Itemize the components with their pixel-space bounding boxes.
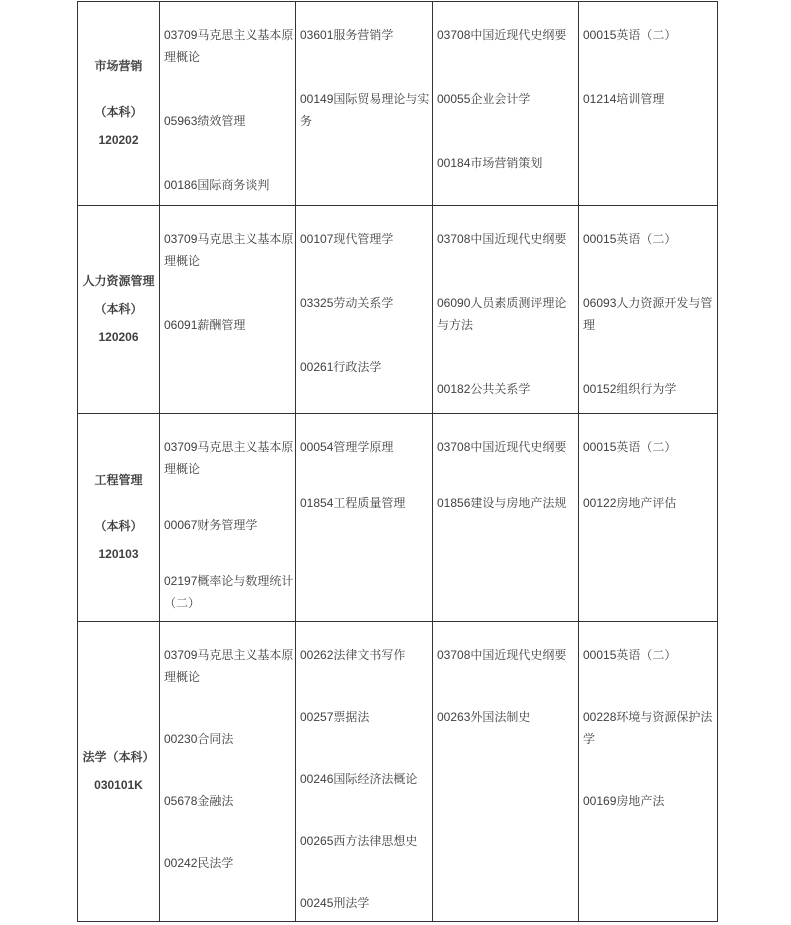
course-cell — [160, 622, 296, 922]
course-item: 00169房地产法 — [583, 794, 665, 808]
course-item: 00122房地产评估 — [583, 496, 677, 510]
course-item: 00015英语（二） — [583, 232, 677, 246]
table-row — [78, 206, 718, 414]
major-line: （本科） — [94, 105, 143, 119]
course-item: 03601服务营销学 — [300, 28, 394, 42]
course-cell — [579, 206, 718, 414]
course-cell-content — [433, 414, 578, 620]
major-cell-content — [78, 622, 159, 920]
course-item: 00015英语（二） — [583, 28, 677, 42]
course-item: 00257票据法 — [300, 710, 370, 724]
course-cell — [579, 622, 718, 922]
course-item: 00149国际贸易理论与实务 — [300, 92, 430, 128]
course-item: 00067财务管理学 — [164, 518, 258, 532]
course-cell — [296, 206, 433, 414]
course-item: 03708中国近现代史纲要 — [437, 28, 567, 42]
table-row — [78, 622, 718, 922]
course-cell — [296, 622, 433, 922]
course-item: 05963绩效管理 — [164, 114, 246, 128]
course-item: 02197概率论与数理统计（二） — [164, 574, 294, 610]
page — [77, 1, 718, 922]
course-item: 01856建设与房地产法规 — [437, 496, 567, 510]
course-item: 00228环境与资源保护法学 — [583, 710, 713, 746]
course-cell — [296, 414, 433, 622]
major-line: 法学（本科） — [82, 750, 155, 764]
major-cell — [78, 206, 160, 414]
course-item: 03708中国近现代史纲要 — [437, 440, 567, 454]
table-row — [78, 414, 718, 622]
course-item: 03709马克思主义基本原理概论 — [164, 232, 294, 268]
major-line: 120202 — [98, 133, 139, 147]
course-item: 03709马克思主义基本原理概论 — [164, 440, 294, 476]
course-item: 01854工程质量管理 — [300, 496, 406, 510]
course-item: 01214培训管理 — [583, 92, 665, 106]
major-line: （本科） — [94, 302, 143, 316]
course-cell — [160, 2, 296, 206]
course-cell-content — [433, 622, 578, 920]
course-item: 00262法律文书写作 — [300, 648, 406, 662]
course-item: 06090人员素质测评理论与方法 — [437, 296, 567, 332]
major-line: 人力资源管理 — [82, 274, 155, 288]
course-item: 06093人力资源开发与管理 — [583, 296, 713, 332]
major-cell — [78, 414, 160, 622]
course-item: 05678金融法 — [164, 794, 234, 808]
course-item: 00246国际经济法概论 — [300, 772, 418, 786]
course-cell-content — [296, 414, 432, 620]
course-cell — [296, 2, 433, 206]
major-line: （本科） — [94, 519, 143, 533]
course-cell-content — [160, 414, 295, 620]
course-item: 00054管理学原理 — [300, 440, 394, 454]
course-item: 00015英语（二） — [583, 648, 677, 662]
course-item: 00186国际商务谈判 — [164, 178, 270, 192]
course-cell — [433, 2, 579, 206]
major-cell — [78, 622, 160, 922]
major-cell-content — [78, 206, 159, 412]
course-cell — [579, 2, 718, 206]
course-cell — [160, 414, 296, 622]
major-line: 市场营销 — [94, 59, 143, 73]
course-item: 00265西方法律思想史 — [300, 834, 418, 848]
course-item: 00245刑法学 — [300, 896, 370, 910]
course-cell-content — [579, 2, 717, 204]
course-cell-content — [433, 2, 578, 204]
course-item: 00184市场营销策划 — [437, 156, 543, 170]
course-item: 00263外国法制史 — [437, 710, 531, 724]
course-item: 03709马克思主义基本原理概论 — [164, 648, 294, 684]
major-line: 120103 — [98, 547, 139, 561]
course-item: 03708中国近现代史纲要 — [437, 648, 567, 662]
course-item: 00107现代管理学 — [300, 232, 394, 246]
course-cell-content — [296, 206, 432, 412]
exam-course-table — [77, 1, 718, 922]
course-cell — [579, 414, 718, 622]
course-cell-content — [433, 206, 578, 412]
major-cell-content — [78, 414, 159, 620]
course-item: 00242民法学 — [164, 856, 234, 870]
course-cell-content — [160, 2, 295, 204]
course-cell — [433, 206, 579, 414]
course-item: 00015英语（二） — [583, 440, 677, 454]
course-item: 06091薪酬管理 — [164, 318, 246, 332]
course-item: 00152组织行为学 — [583, 382, 677, 396]
course-cell — [433, 414, 579, 622]
major-line: 120206 — [98, 330, 139, 344]
major-cell-content — [78, 2, 159, 204]
course-item: 00230合同法 — [164, 732, 234, 746]
course-cell-content — [160, 206, 295, 412]
course-item: 00055企业会计学 — [437, 92, 531, 106]
course-cell-content — [579, 414, 717, 620]
course-cell — [433, 622, 579, 922]
course-item: 03325劳动关系学 — [300, 296, 394, 310]
course-cell-content — [296, 2, 432, 204]
major-line: 工程管理 — [94, 473, 143, 487]
table-row — [78, 2, 718, 206]
major-cell — [78, 2, 160, 206]
major-line: 030101K — [94, 778, 143, 792]
course-item: 03708中国近现代史纲要 — [437, 232, 567, 246]
course-cell-content — [579, 206, 717, 412]
course-cell — [160, 206, 296, 414]
course-cell-content — [296, 622, 432, 920]
course-item: 00261行政法学 — [300, 360, 382, 374]
course-item: 00182公共关系学 — [437, 382, 531, 396]
course-cell-content — [579, 622, 717, 920]
course-item: 03709马克思主义基本原理概论 — [164, 28, 294, 64]
course-cell-content — [160, 622, 295, 920]
